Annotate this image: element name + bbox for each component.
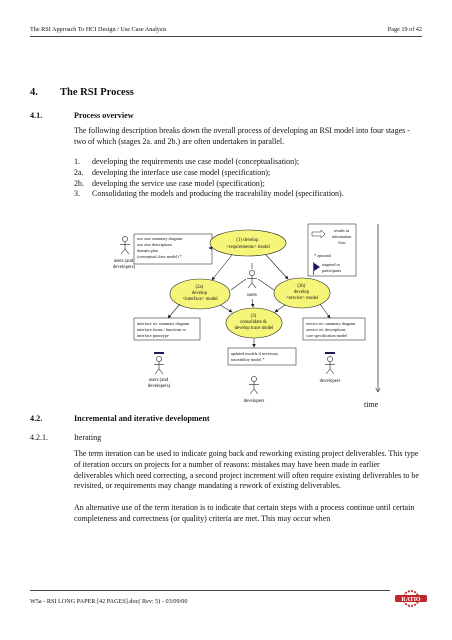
subsection-title: Process overview xyxy=(74,111,134,120)
subsubsection-number: 4.2.1. xyxy=(30,433,48,442)
users-developers-actor-bottom xyxy=(154,352,164,374)
svg-text:use case summary diagram: use case summary diagram use case descriptions domain plan (conceptual class model) * xyxy=(137,236,183,259)
section-number: 4. xyxy=(30,87,38,98)
svg-text:users (and developers): users (and developers) xyxy=(147,378,171,389)
svg-text:targeted or participates: targeted or participates xyxy=(322,262,342,273)
stage-3-ellipse xyxy=(226,308,282,338)
svg-text:interface u/c summary diagram: interface u/c summary diagram interface forms / functions or interface prototype xyxy=(137,321,190,338)
svg-text:results in information: results in information flow xyxy=(331,228,352,245)
list-item: 2b. developing the service use case model (specification); xyxy=(74,178,265,188)
svg-text:(2a) develop <inte: (2a) develop <interface> model xyxy=(182,285,218,302)
ratio-logo xyxy=(394,589,428,608)
svg-text:(3) consolidate &: (3) consolidate & develop trace model xyxy=(234,314,274,331)
section-title: The RSI Process xyxy=(60,87,134,98)
users-developers-label-bottom: users (and xyxy=(148,378,169,383)
stage-2b-ellipse xyxy=(274,278,330,308)
list-item: 1. developing the requirements use case model (conceptualisation); xyxy=(74,157,300,166)
header-document-title: The RSI Approach To HCI Design / Use Case Analysis xyxy=(30,26,167,33)
updated-models-doc xyxy=(228,348,296,365)
footer-document-info: W5a - RSI LONG PAPER [42 PAGES].doc( Rev: 5) - 03/09/00 xyxy=(30,598,188,605)
list-item: 3. Consolidating the models and producing the traceability model (specification). xyxy=(74,189,344,199)
header-page-number: Page 19 of 42 xyxy=(387,26,422,33)
stage-2a-ellipse xyxy=(170,279,230,309)
intro-paragraph: The following description breaks down the overall process of developing an RSI model into four stages - two of which (stages 2a. and 2b.) are often undertaken in parallel. xyxy=(74,126,410,146)
requirements-deliverables-doc xyxy=(134,234,212,264)
svg-text:(2b) develop <serv: (2b) develop <service> model xyxy=(285,284,319,301)
diagram-legend xyxy=(308,224,356,276)
paragraph-iteration-criteria: An alternative use of the term iteration is to indicate that certain steps with a process continue until certain completeness and correctness (or quality) criteria are met. This may occur when xyxy=(74,503,415,523)
interface-deliverables-doc xyxy=(134,318,200,340)
time-axis-label: time xyxy=(364,400,379,409)
paragraph-iteration-rework: The term iteration can be used to indicate going back and reworking existing project deliverables. This type of iteration occurs on projects for a number of reasons: mistakes may have been made in earlier deliverables which need correcting, a second project increment will often require existing deliverables to be revisited, or requirements may change mandating a rework of existing deliverables. xyxy=(74,449,419,491)
service-deliverables-doc xyxy=(303,318,365,340)
subsubsection-title: Iterating xyxy=(74,433,102,442)
developers-actor-bottom xyxy=(249,376,259,394)
list-item: 2a. developing the interface use case model (specification); xyxy=(74,167,271,177)
subsection-number: 4.2. xyxy=(30,414,43,423)
svg-text:service u/c summary diagram: service u/c summary diagram service u/c descriptions, core specification model xyxy=(306,321,356,338)
developers-actor-right xyxy=(325,352,335,374)
svg-text:users (and developers): users (and developers) xyxy=(112,259,136,270)
subsection-title: Incremental and iterative development xyxy=(74,414,210,423)
svg-text:(1) develop <requirement: (1) develop <requirements> model xyxy=(226,238,270,250)
users-label-center: users xyxy=(247,293,257,298)
svg-text:updated models if necessary: updated models if necessary traceability model * xyxy=(231,351,279,362)
footer-rule xyxy=(30,590,390,591)
users-actor-center xyxy=(247,270,257,288)
subsubsection-heading-iterating xyxy=(30,433,101,442)
subsection-number: 4.1. xyxy=(30,111,43,120)
stage-1-ellipse xyxy=(210,230,286,256)
svg-text:RATIO: RATIO xyxy=(401,596,421,603)
developers-label-right: developers xyxy=(319,379,341,384)
users-developers-actor-top xyxy=(120,236,130,254)
developers-label-bottom: developers xyxy=(243,399,265,404)
subsection-heading-incremental xyxy=(30,414,210,423)
users-developers-label-top: users (and xyxy=(113,259,134,264)
svg-text:* optional: * optional xyxy=(314,253,331,258)
